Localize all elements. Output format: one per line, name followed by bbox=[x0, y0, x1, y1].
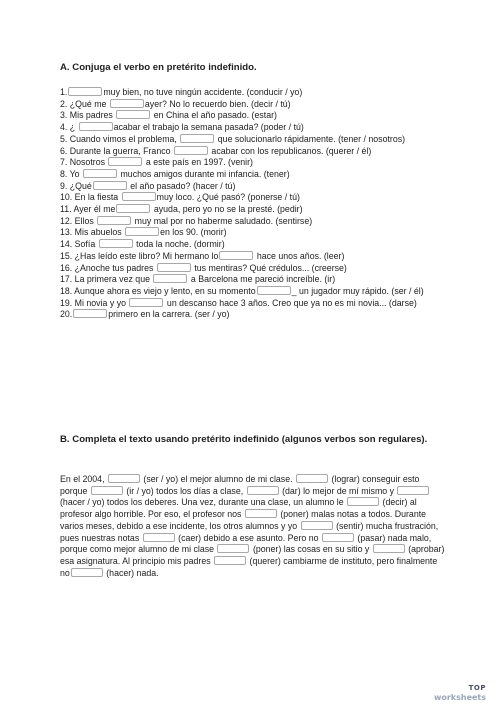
logo-top-text: TOP bbox=[468, 684, 486, 692]
answer-blank[interactable] bbox=[214, 556, 246, 565]
list-item bbox=[60, 309, 445, 321]
item-text: a este país en 1997. (venir) bbox=[145, 157, 253, 168]
item-text: 15. ¿Has leído este libro? Mi hermano lo bbox=[60, 250, 219, 261]
para-text: (poner) las cosas en su sitio y bbox=[252, 544, 370, 555]
list-item bbox=[60, 263, 445, 275]
answer-blank[interactable] bbox=[108, 157, 142, 166]
answer-blank[interactable] bbox=[373, 544, 405, 553]
item-text: 3. Mis padres bbox=[60, 110, 113, 121]
answer-blank[interactable] bbox=[71, 568, 103, 577]
list-item bbox=[60, 239, 445, 251]
answer-blank[interactable] bbox=[129, 298, 163, 307]
item-text: 12. Ellos bbox=[60, 215, 94, 226]
list-item bbox=[60, 169, 445, 181]
list-item bbox=[60, 274, 445, 286]
item-text: en China el año pasado. (estar) bbox=[153, 110, 277, 121]
item-text: 14. Sofía bbox=[60, 239, 96, 250]
para-text: (querer) cambiarme de instituto, pero finalmente no bbox=[60, 555, 438, 578]
list-item bbox=[60, 227, 445, 239]
answer-blank[interactable] bbox=[116, 110, 150, 119]
item-text: que solucionarlo rápidamente. (tener / nosotros) bbox=[217, 133, 406, 144]
para-text: (poner) malas notas a todos. Durante varios meses, debido a ese incidente, los otros alumnos y yo bbox=[60, 509, 427, 531]
answer-blank[interactable] bbox=[108, 474, 140, 483]
answer-blank[interactable] bbox=[180, 134, 214, 143]
item-text: 19. Mi novia y yo bbox=[60, 297, 127, 308]
list-item bbox=[60, 216, 445, 228]
item-text: 17. La primera vez que bbox=[60, 274, 150, 285]
item-text: muchos amigos durante mi infancia. (tener) bbox=[120, 168, 290, 179]
item-text: tus mentiras? Qué crédulos... (creerse) bbox=[194, 262, 347, 273]
answer-blank[interactable] bbox=[174, 146, 208, 155]
item-text: ayuda, pero yo no se la presté. (pedir) bbox=[153, 204, 303, 215]
item-text: 5. Cuando vimos el problema, bbox=[60, 133, 177, 144]
item-text: 2. ¿Qué me bbox=[60, 98, 107, 109]
answer-blank[interactable] bbox=[301, 521, 333, 530]
item-text: 6. Durante la guerra, Franco bbox=[60, 145, 171, 156]
topworksheets-logo bbox=[434, 684, 486, 702]
para-text: (dar) lo mejor de mí mismo y bbox=[282, 485, 395, 496]
answer-blank[interactable] bbox=[257, 286, 291, 295]
item-text: acabar con los republicanos. (querer / él) bbox=[211, 145, 372, 156]
item-text: 10. En la fiesta bbox=[60, 192, 119, 203]
list-item bbox=[60, 146, 445, 158]
logo-name-text: worksheets bbox=[433, 693, 486, 702]
item-text: hace unos años. (leer) bbox=[256, 250, 345, 261]
answer-blank[interactable] bbox=[97, 216, 131, 225]
para-text: (aprobar) esa asignatura. Al principio mis padres bbox=[60, 544, 445, 566]
list-item bbox=[60, 298, 445, 310]
section-b-title: B. Completa el texto usando pretérito indefinido (algunos verbos son regulares). bbox=[60, 434, 428, 445]
answer-blank[interactable] bbox=[99, 239, 133, 248]
answer-blank[interactable] bbox=[157, 263, 191, 272]
answer-blank[interactable] bbox=[79, 122, 113, 131]
para-text: En el 2004, bbox=[60, 474, 105, 484]
para-text: (lograr) conseguir esto porque bbox=[60, 474, 420, 496]
answer-blank[interactable] bbox=[83, 169, 117, 178]
para-text: (caer) debido a ese asunto. Pero no bbox=[178, 532, 319, 543]
section-a-list bbox=[60, 87, 445, 321]
item-text: 4. ¿ bbox=[60, 122, 76, 133]
item-text: primero en la carrera. (ser / yo) bbox=[108, 309, 230, 320]
list-item bbox=[60, 87, 445, 99]
answer-blank[interactable] bbox=[110, 99, 144, 108]
section-b-paragraph bbox=[60, 474, 445, 579]
item-text: a Barcelona me pareció increíble. (ir) bbox=[190, 274, 336, 285]
item-text: 7. Nosotros bbox=[60, 157, 105, 168]
list-item bbox=[60, 99, 445, 111]
item-text: el año pasado? (hacer / tú) bbox=[130, 180, 236, 191]
item-text: un descanso hace 3 años. Creo que ya no es mi novia... (darse) bbox=[166, 297, 417, 308]
para-text: (hacer) nada. bbox=[106, 567, 159, 578]
answer-blank[interactable] bbox=[219, 251, 253, 260]
list-item bbox=[60, 122, 445, 134]
answer-blank[interactable] bbox=[125, 227, 159, 236]
item-text: 20. bbox=[60, 309, 73, 320]
answer-blank[interactable] bbox=[143, 533, 175, 542]
item-text: un jugador muy rápido. (ser / él) bbox=[298, 285, 424, 296]
para-text: (decir) al profesor algo horrible. Por eso, el profesor nos bbox=[60, 497, 417, 520]
answer-blank[interactable] bbox=[153, 274, 187, 283]
answer-blank[interactable] bbox=[245, 509, 277, 518]
item-text: 16. ¿Anoche tus padres bbox=[60, 262, 154, 273]
answer-blank[interactable] bbox=[93, 181, 127, 190]
answer-blank[interactable] bbox=[68, 87, 102, 96]
item-text: toda la noche. (dormir) bbox=[136, 239, 225, 250]
answer-blank[interactable] bbox=[122, 192, 156, 201]
answer-blank[interactable] bbox=[296, 474, 328, 483]
para-text: (hacer / yo) todos los deberes. Una vez, durante una clase, un alumno le bbox=[60, 497, 344, 508]
item-text: 13. Mis abuelos bbox=[60, 227, 122, 238]
item-text: muy bien, no tuve ningún accidente. (conducir / yo) bbox=[103, 87, 303, 97]
para-text: (ser / yo) el mejor alumno de mi clase. bbox=[143, 474, 293, 484]
answer-blank[interactable] bbox=[347, 497, 379, 506]
list-item bbox=[60, 181, 445, 193]
item-text: en los 90. (morir) bbox=[160, 227, 227, 238]
para-text: (pasar) nada malo, porque como mejor alumno de mi clase bbox=[60, 532, 432, 555]
item-text: 11. Ayer él me bbox=[60, 204, 116, 215]
answer-blank[interactable] bbox=[73, 309, 107, 318]
item-text: ayer? No lo recuerdo bien. (decir / tú) bbox=[144, 98, 291, 109]
answer-blank[interactable] bbox=[217, 544, 249, 553]
section-a-title: A. Conjuga el verbo en pretérito indefinido. bbox=[60, 62, 257, 73]
item-text: 1. bbox=[60, 87, 68, 97]
list-item bbox=[60, 192, 445, 204]
answer-blank[interactable] bbox=[247, 486, 279, 495]
list-item bbox=[60, 157, 445, 169]
item-text: acabar el trabajo la semana pasada? (poder / tú) bbox=[113, 122, 304, 133]
item-text: muy loco. ¿Qué pasó? (ponerse / tú) bbox=[156, 192, 300, 203]
answer-blank[interactable] bbox=[397, 486, 429, 495]
item-text: 18. Aunque ahora es viejo y lento, en su momento bbox=[60, 285, 256, 296]
list-item bbox=[60, 204, 445, 216]
list-item bbox=[60, 110, 445, 122]
answer-blank[interactable] bbox=[91, 486, 123, 495]
answer-blank[interactable] bbox=[116, 204, 150, 213]
answer-blank[interactable] bbox=[322, 533, 354, 542]
list-item bbox=[60, 134, 445, 146]
para-text: (sentir) mucha frustración, pues nuestras notas bbox=[60, 520, 439, 543]
para-text: (ir / yo) todos los días a clase, bbox=[126, 485, 244, 496]
item-text: 8. Yo bbox=[60, 168, 80, 179]
list-item: 18. Aunque ahora es viejo y lento, en su momento _ un jugador muy rápido. (ser / él) bbox=[60, 285, 424, 296]
item-text: muy mal por no haberme saludado. (sentirse) bbox=[134, 215, 313, 226]
item-text: 9. ¿Qué bbox=[60, 180, 92, 191]
list-item bbox=[60, 251, 445, 263]
